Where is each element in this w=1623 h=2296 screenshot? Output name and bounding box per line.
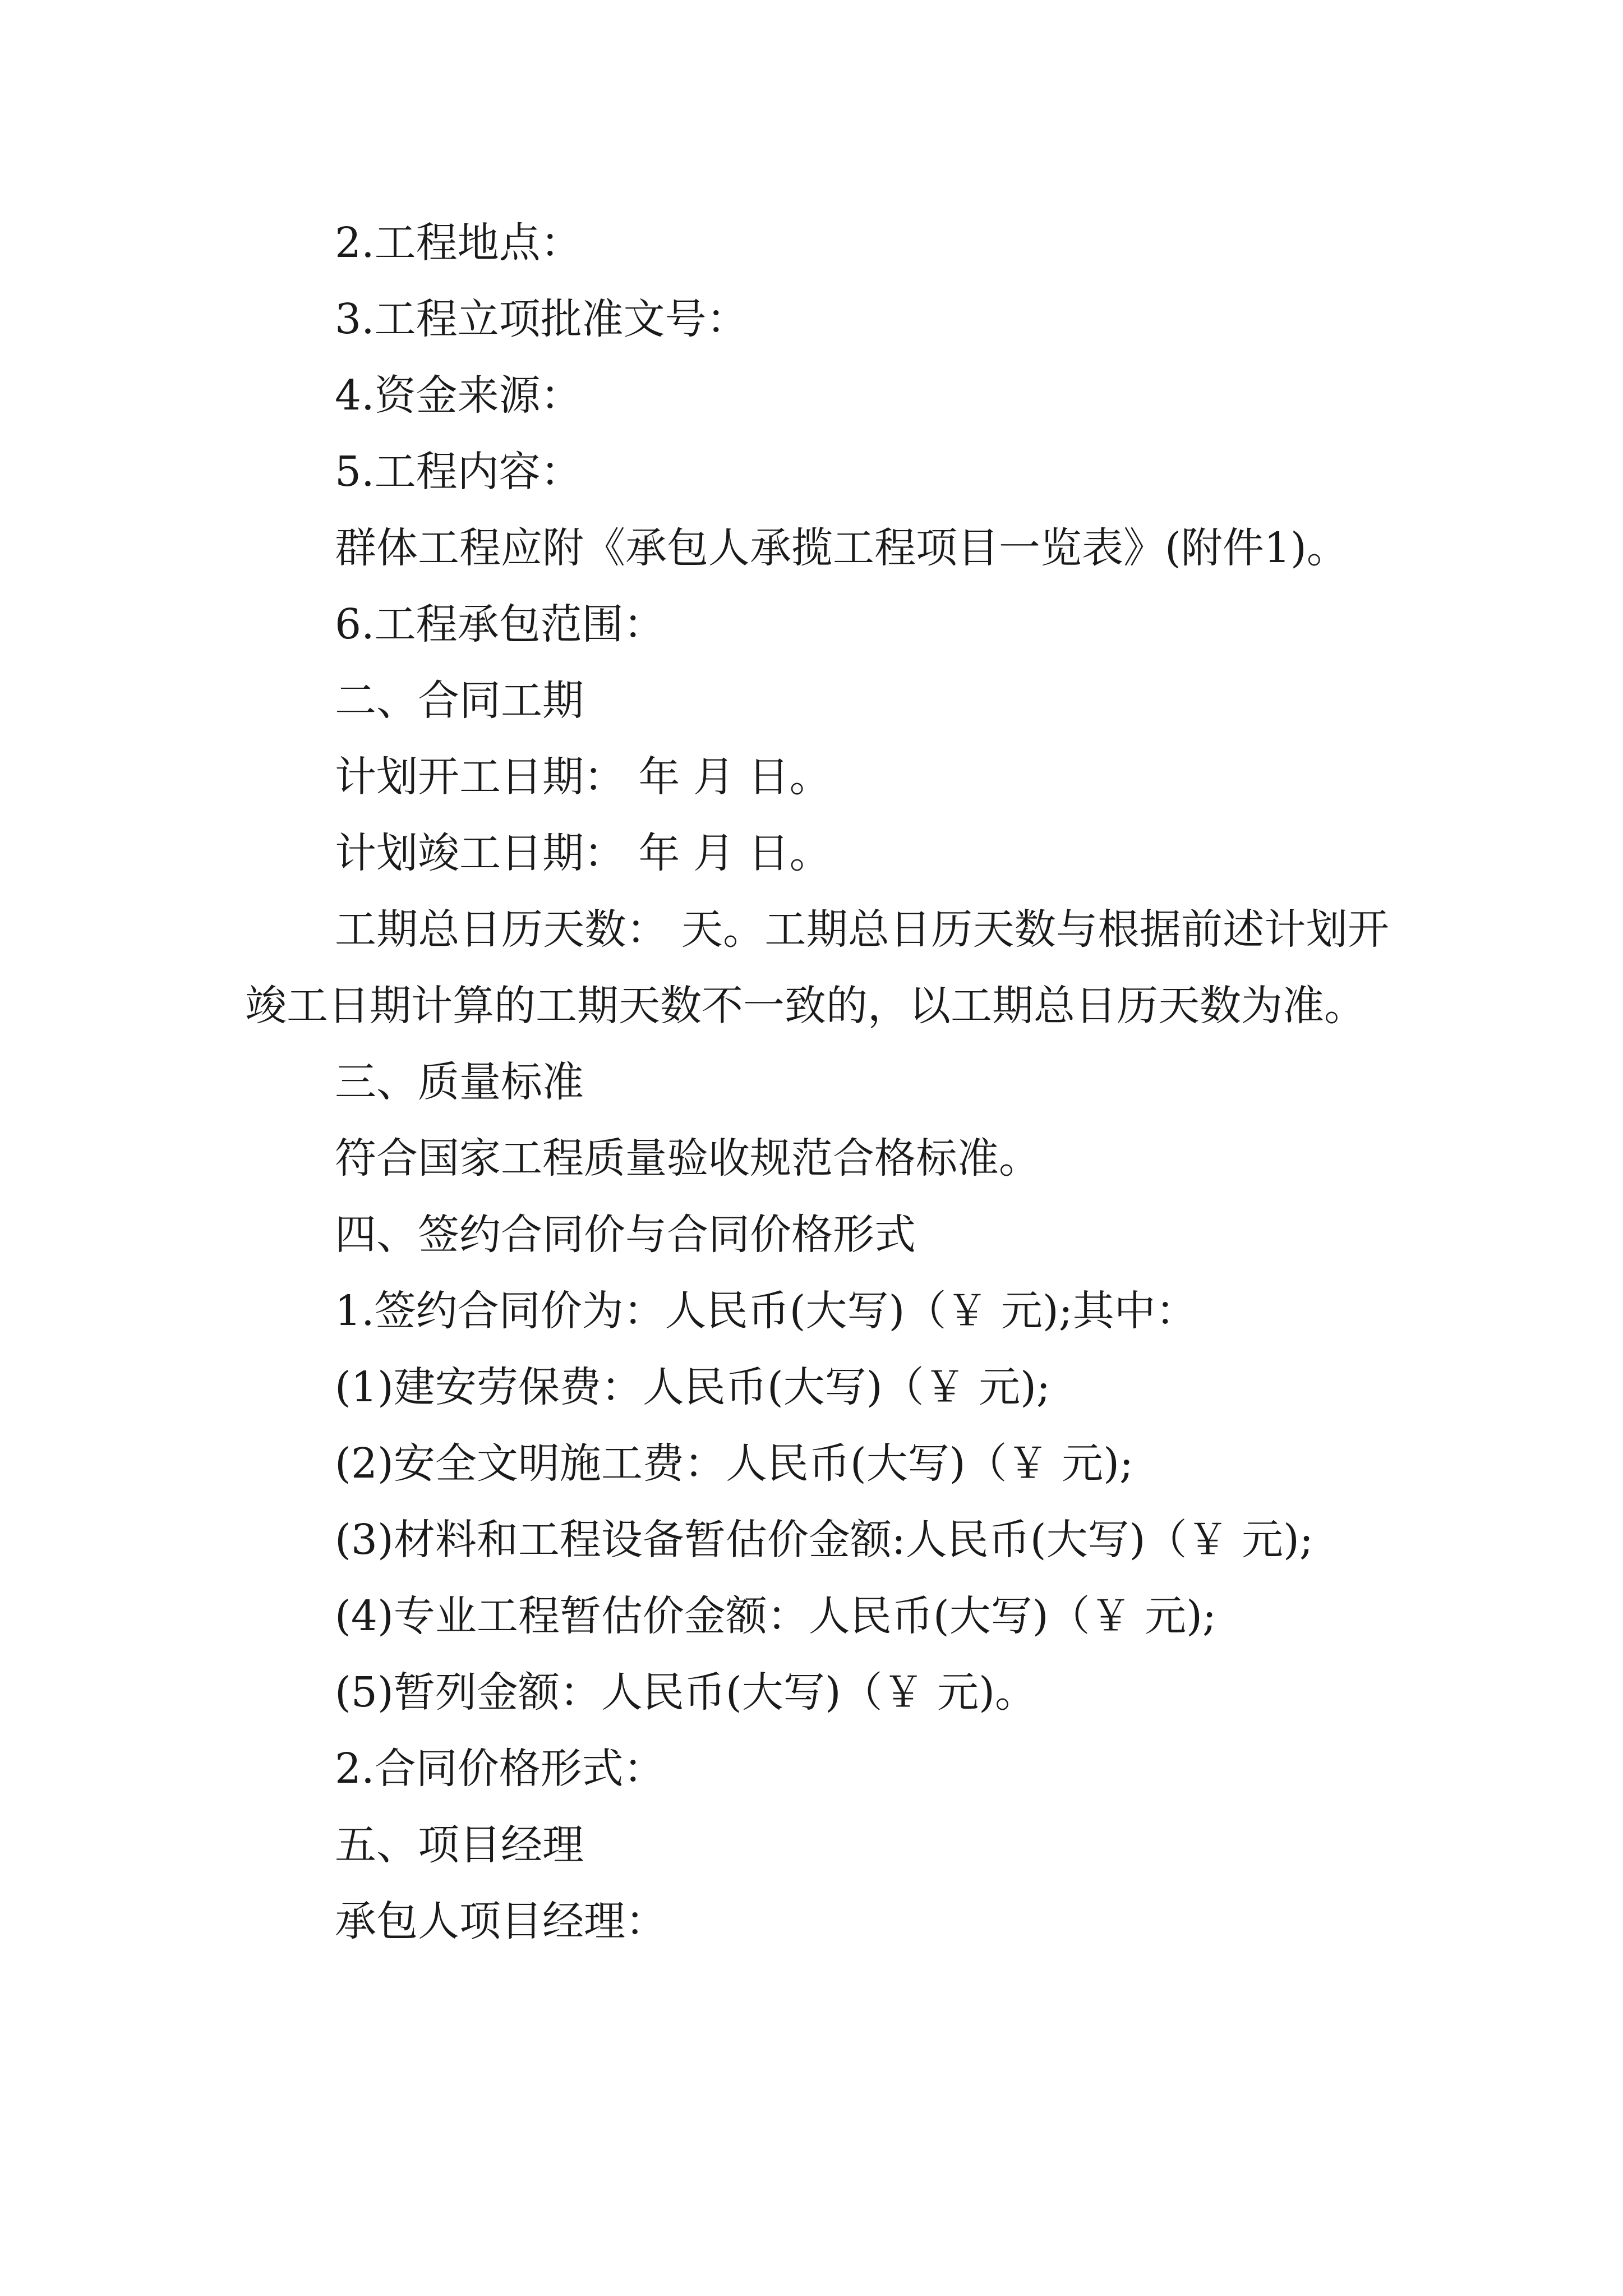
section-heading-project-manager: 五、项目经理 bbox=[335, 1821, 584, 1869]
section-heading-quality-standard: 三、质量标准 bbox=[335, 1058, 584, 1106]
text-line-group-project-note: 群体工程应附《承包人承揽工程项目一览表》(附件1)。 bbox=[335, 524, 1348, 572]
text-line-signed-contract-price: 1.签约合同价为：人民币(大写)（￥ 元);其中： bbox=[335, 1287, 1197, 1335]
text-line-project-location: 2.工程地点： bbox=[335, 219, 582, 267]
text-line-approval-number: 3.工程立项批准文号： bbox=[335, 295, 748, 343]
paragraph-total-duration: 工期总日历天数： 天。工期总日历天数与根据前述计划开竣工日期计算的工期天数不一致的，以工期总日历天数为准。 bbox=[245, 905, 1389, 1030]
text-line-labor-insurance-fee: (1)建安劳保费：人民币(大写)（￥ 元); bbox=[335, 1363, 1050, 1411]
text-line-project-content: 5.工程内容： bbox=[335, 448, 582, 496]
section-heading-contract-period: 二、合同工期 bbox=[335, 677, 584, 725]
document-body bbox=[245, 205, 1389, 1959]
text-line-specialist-provisional-sum: (4)专业工程暂估价金额：人民币(大写)（￥ 元); bbox=[335, 1592, 1216, 1640]
text-line-safety-construction-fee: (2)安全文明施工费：人民币(大写)（￥ 元); bbox=[335, 1439, 1133, 1488]
text-line-contractor-project-manager: 承包人项目经理： bbox=[335, 1897, 667, 1945]
text-line-planned-completion-date: 计划竣工日期： 年 月 日。 bbox=[335, 829, 831, 877]
text-line-contract-price-form: 2.合同价格形式： bbox=[335, 1745, 665, 1793]
text-line-materials-provisional-sum: (3)材料和工程设备暂估价金额:人民币(大写)（￥ 元); bbox=[335, 1516, 1313, 1564]
text-line-contract-scope: 6.工程承包范围： bbox=[335, 600, 665, 648]
text-line-planned-start-date: 计划开工日期： 年 月 日。 bbox=[335, 753, 831, 801]
text-line-quality-requirement: 符合国家工程质量验收规范合格标准。 bbox=[335, 1134, 1040, 1182]
text-line-contingency-amount: (5)暂列金额：人民币(大写)（￥ 元)。 bbox=[335, 1668, 1036, 1717]
text-line-funding-source: 4.资金来源： bbox=[335, 371, 582, 420]
section-heading-contract-price: 四、签约合同价与合同价格形式 bbox=[335, 1211, 916, 1259]
